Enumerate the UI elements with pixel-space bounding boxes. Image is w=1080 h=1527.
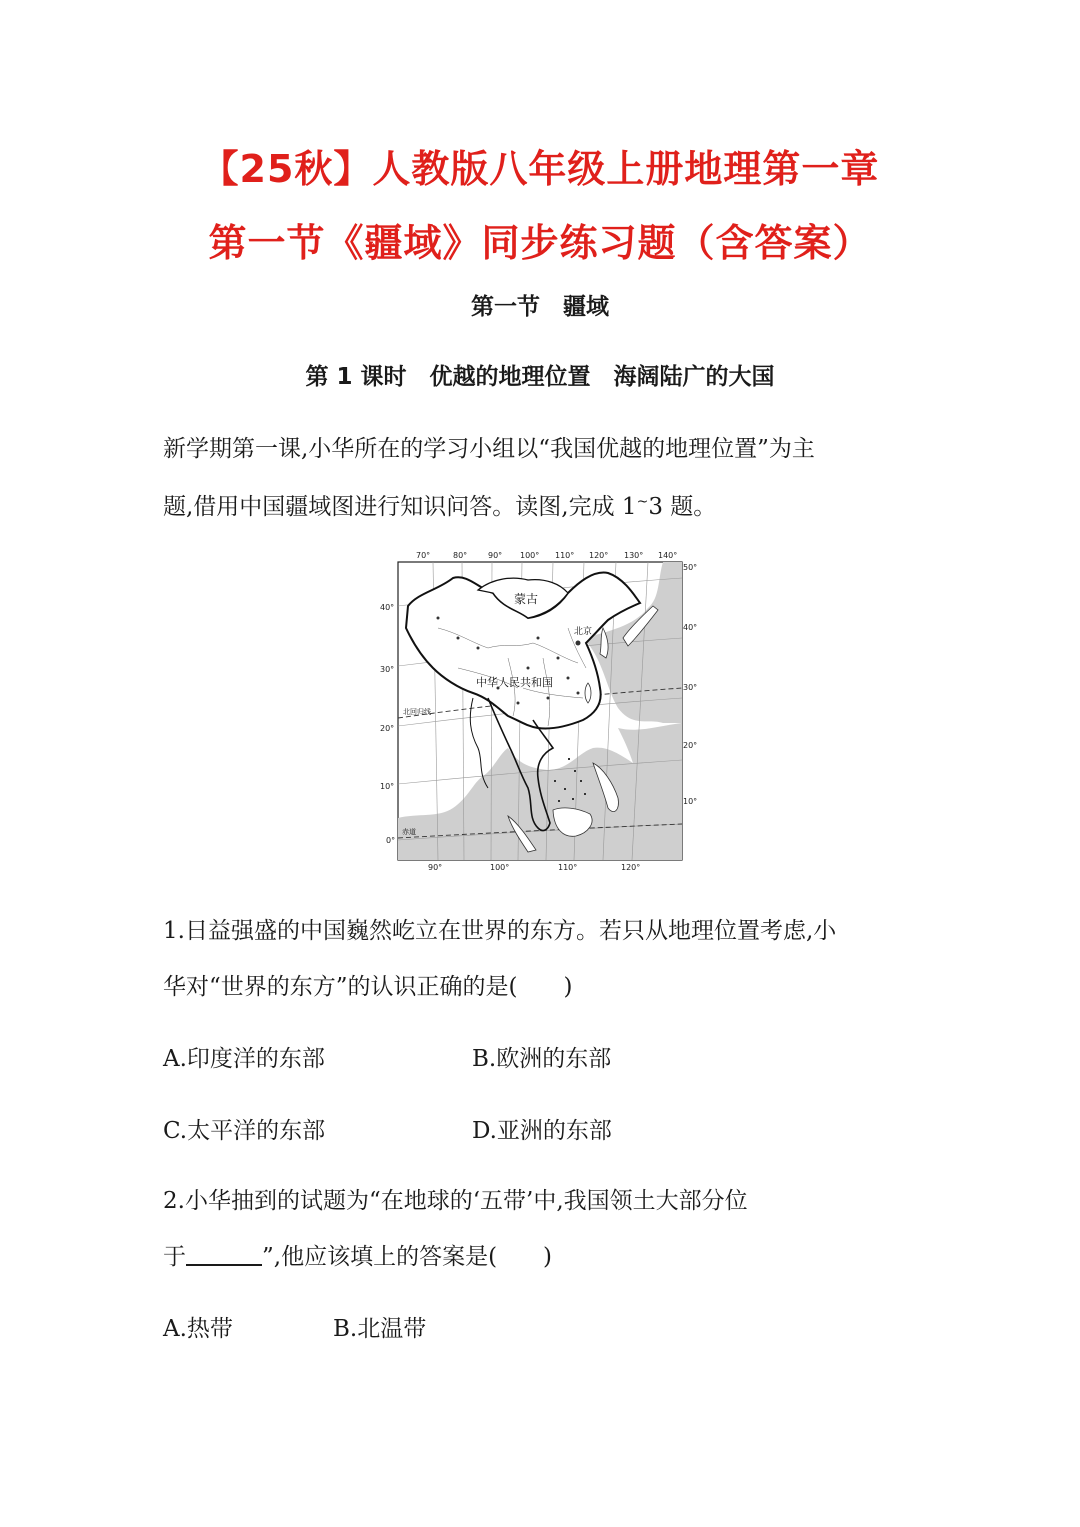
question-2-stem-line-2 [163,1238,552,1271]
left-latitude-ticks [380,603,395,845]
tick-top-90: 90° [488,551,503,560]
map-label-mongolia: 蒙古 [514,592,539,606]
tick-right-30: 30° [683,683,698,692]
tick-right-50: 50° [683,563,698,572]
question-1-stem-line-1: 1.日益强盛的中国巍然屹立在世界的东方。若只从地理位置考虑,小 [163,918,837,944]
map-label-beijing: 北京 [574,627,593,637]
range-tilde: ~ [636,494,649,510]
map-label-equator: 赤道 [402,828,416,836]
intro-text-b: 3 题。 [648,494,717,520]
question-1-option-d[interactable]: D.亚洲的东部 [472,1118,612,1144]
question-2-stem-line-1: 2.小华抽到的试题为“在地球的‘五带’中,我国领土大部分位 [163,1188,748,1214]
tick-right-40: 40° [683,623,698,632]
tick-left-40: 40° [380,603,395,612]
right-latitude-ticks [683,563,697,806]
document-title-line-2: 第一节《疆域》同步练习题（含答案） [208,221,872,265]
tick-bottom-110: 110° [558,863,578,872]
question-2-text-b: ”,他应该填上的答案是( ) [262,1244,553,1270]
tick-left-0: 0° [386,836,396,845]
tick-left-20: 20° [380,724,395,733]
map-label-china: 中华人民共和国 [476,676,553,689]
taiwan [585,683,591,703]
question-1-stem-line-2: 华对“世界的东方”的认识正确的是( ) [163,974,573,1000]
document-title-line-1: 【25秋】人教版八年级上册地理第一章 [200,147,880,191]
question-1-option-a[interactable]: A.印度洋的东部 [163,1046,325,1072]
question-1-option-b[interactable]: B.欧洲的东部 [472,1046,612,1072]
answer-blank[interactable] [186,1242,262,1266]
tick-top-80: 80° [453,551,468,560]
tick-bottom-120: 120° [621,863,641,872]
tick-top-130: 130° [624,551,644,560]
intro-paragraph-line-2 [163,488,716,521]
tick-bottom-90: 90° [428,863,443,872]
tick-top-110: 110° [555,551,575,560]
intro-paragraph-line-1: 新学期第一课,小华所在的学习小组以“我国优越的地理位置”为主 [163,436,815,462]
question-2-option-b[interactable]: B.北温带 [333,1316,427,1342]
bottom-longitude-ticks [428,863,640,872]
question-1-option-c[interactable]: C.太平洋的东部 [163,1118,326,1144]
question-2-option-a[interactable]: A.热带 [163,1316,233,1342]
tick-top-120: 120° [589,551,609,560]
tick-top-140: 140° [658,551,678,560]
lesson-heading: 第 1 课时 优越的地理位置 海阔陆广的大国 [305,364,775,390]
map-label-tropic: 北回归线 [403,708,431,716]
china-territory-map [378,548,700,874]
intro-text-a: 题,借用中国疆域图进行知识问答。读图,完成 1 [163,494,637,520]
tick-left-10: 10° [380,782,395,791]
top-longitude-ticks [416,551,677,560]
tick-right-20: 20° [683,741,698,750]
tick-right-10: 10° [683,797,698,806]
tick-bottom-100: 100° [490,863,510,872]
section-heading: 第一节 疆域 [471,294,609,320]
tick-top-70: 70° [416,551,431,560]
question-2-text-a: 于 [163,1244,186,1270]
tick-top-100: 100° [520,551,540,560]
tick-left-30: 30° [380,665,395,674]
